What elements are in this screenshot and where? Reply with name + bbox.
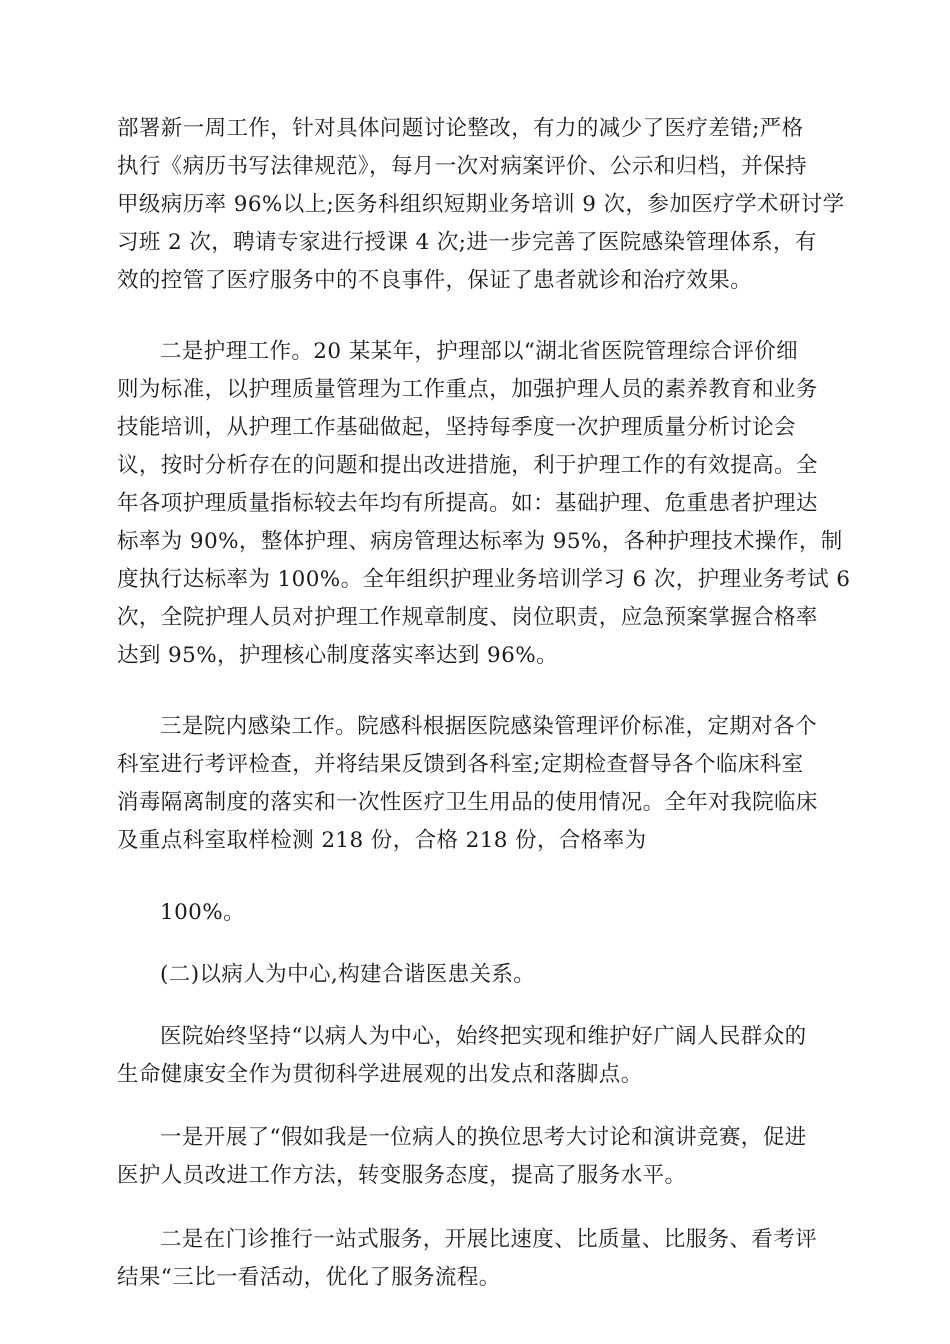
text-line: 执行《病历书写法律规范》，每月一次对病案评价、公示和归档，并保持 xyxy=(117,154,808,179)
text-line: 技能培训，从护理工作基础做起，坚持每季度一次护理质量分析讨论会 xyxy=(117,415,796,440)
text-line: 二是在门诊推行一站式服务，开展比速度、比质量、比服务、看考评 xyxy=(160,1227,818,1252)
text-line: 标率为 90%，整体护理、病房管理达标率为 95%，各种护理技术操作，制 xyxy=(117,529,843,554)
text-line: 三是院内感染工作。院感科根据医院感染管理评价标准，定期对各个 xyxy=(160,714,818,739)
text-line: 结果“三比一看活动，优化了服务流程。 xyxy=(117,1265,501,1290)
text-line: 则为标准，以护理质量管理为工作重点，加强护理人员的素养教育和业务 xyxy=(117,377,818,402)
text-line: 度执行达标率为 100%。全年组织护理业务培训学习 6 次，护理业务考试 6 xyxy=(117,567,851,592)
text-line: 甲级病历率 96%以上;医务科组织短期业务培训 9 次，参加医疗学术研讨学 xyxy=(117,192,845,217)
text-line: 医院始终坚持“以病人为中心，始终把实现和维护好广阔人民群众的 xyxy=(160,1024,807,1049)
text-line: 效的控管了医疗服务中的不良事件，保证了患者就诊和治疗效果。 xyxy=(117,268,753,293)
text-line: 部署新一周工作，针对具体问题讨论整改，有力的减少了医疗差错;严格 xyxy=(117,116,804,141)
text-line: 医护人员改进工作方法，转变服务态度，提高了服务水平。 xyxy=(117,1163,687,1188)
text-line: 习班 2 次，聘请专家进行授课 4 次;进一步完善了医院感染管理体系，有 xyxy=(117,230,817,255)
text-line: 达到 95%，护理核心制度落实率达到 96%。 xyxy=(117,643,558,668)
text-line: 议，按时分析存在的问题和提出改进措施，利于护理工作的有效提高。全 xyxy=(117,453,818,478)
text-line: (二)以病人为中心,构建合谐医患关系。 xyxy=(160,962,536,987)
text-line: 生命健康安全作为贯彻科学进展观的出发点和落脚点。 xyxy=(117,1062,643,1087)
text-line: 二是护理工作。20 某某年，护理部以“湖北省医院管理综合评价细 xyxy=(160,339,799,364)
text-line: 科室进行考评检查，并将结果反馈到各科室;定期检查督导各个临床科室 xyxy=(117,752,804,777)
text-line: 消毒隔离制度的落实和一次性医疗卫生用品的使用情况。全年对我院临床 xyxy=(117,790,818,815)
text-line: 100%。 xyxy=(160,900,245,925)
text-line: 次，全院护理人员对护理工作规章制度、岗位职责，应急预案掌握合格率 xyxy=(117,605,818,630)
text-line: 及重点科室取样检测 218 份，合格 218 份，合格率为 xyxy=(117,828,647,853)
text-line: 一是开展了“假如我是一位病人的换位思考大讨论和演讲竞赛，促进 xyxy=(160,1125,807,1150)
text-line: 年各项护理质量指标较去年均有所提高。如：基础护理、危重患者护理达 xyxy=(117,491,818,516)
